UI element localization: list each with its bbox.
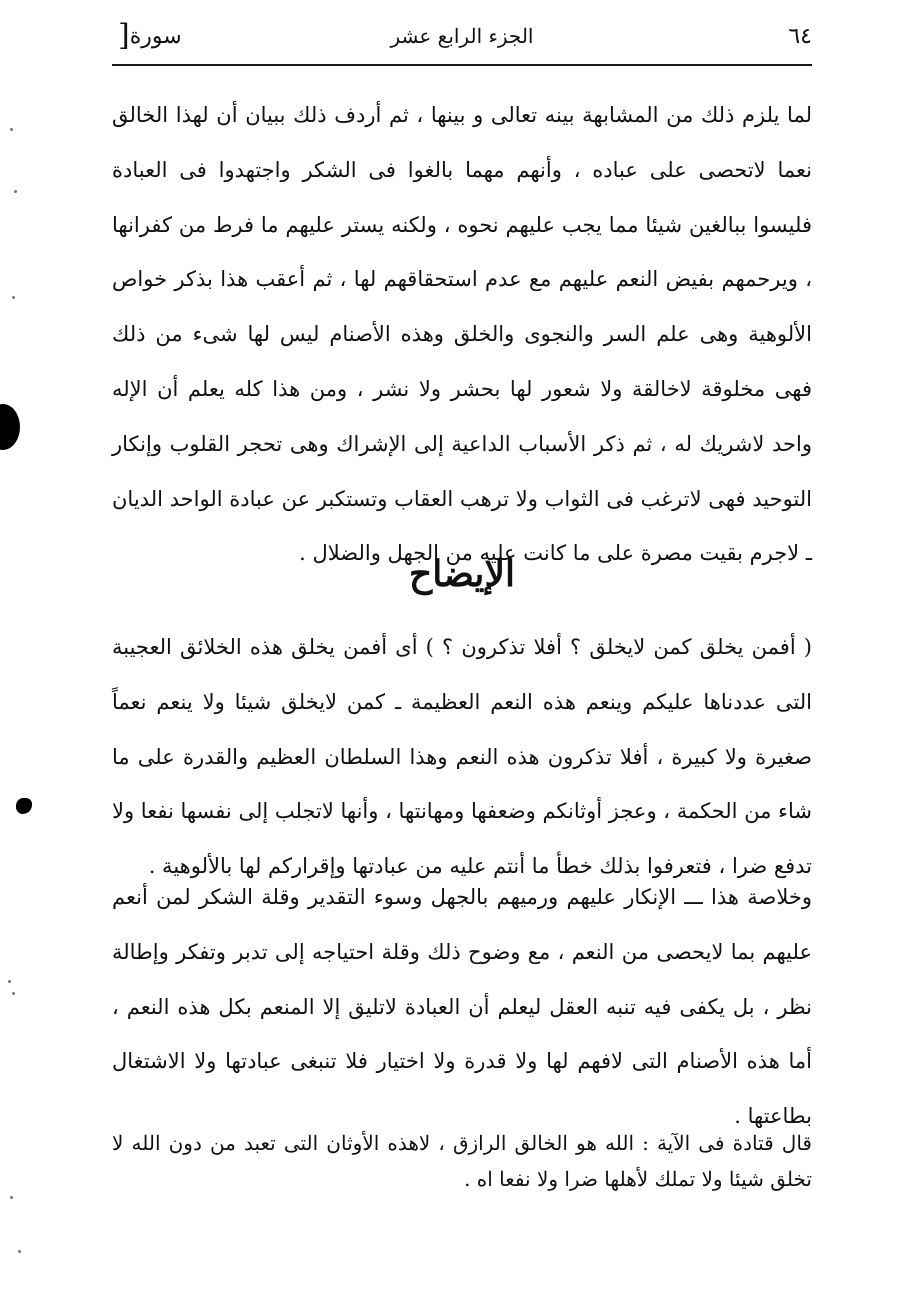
- scan-speck: [12, 992, 15, 995]
- intro-paragraph: لما يلزم ذلك من المشابهة بينه تعالى و بينها ، ثم أردف ذلك ببيان أن لهذا الخالق نعما لاتحصى على عباده ، وأنهم مهما بالغوا فى الشكر واجتهدوا فى العبادة فليسوا ببالغين شيئا مما يجب عليهم نحوه ، ولكنه يستر عليهم ما فرط من كفرانها ، ويرحمهم بفيض النعم عليهم مع عدم استحقاقهم لها ، ثم أعقب هذا بذكر خواص الألوهية وهى علم السر والنجوى والخلق وهذه الأصنام ليس لها شىء من ذلك فهى مخلوقة لاخالقة ولا شعور لها بحشر ولا نشر ، ومن هذا كله يعلم أن الإله واحد لاشريك له ، ثم ذكر الأسباب الداعية إلى الإشراك وهى تحجر القلوب وإنكار التوحيد فهى لاترغب فى الثواب ولا ترهب العقاب وتستكبر عن عبادة الواحد الديان ـ لاجرم بقيت مصرة على ما كانت عليه من الجهل والضلال .: [112, 103, 812, 566]
- scan-speck: [8, 980, 11, 983]
- running-header: [112, 20, 812, 62]
- surah-label: [112, 18, 182, 53]
- explanation-paragraph: ( أفمن يخلق كمن لايخلق ؟ أفلا تذكرون ؟ ) أى أفمن يخلق هذه الخلائق العجيبة التى عددناها عليكم وينعم هذه النعم العظيمة ـ كمن لايخلق شيئا ولا ينعم نعماً صغيرة ولا كبيرة ، أفلا تذكرون هذه النعم وهذا السلطان العظيم والقدرة على ما شاء من الحكمة ، وعجز أوثانكم وضعفها ومهانتها ، وأنها لاتجلب إلى نفسها نفعا ولا تدفع ضرا ، فتعرفوا بذلك خطأ ما أنتم عليه من عبادتها وإقراركم لها بالألوهية .: [112, 635, 812, 879]
- section-heading: الإيضاح: [409, 553, 515, 595]
- scan-speck: [10, 128, 13, 131]
- qatada-quote-paragraph: قال قتادة فى الآية : الله هو الخالق الرازق ، لاهذه الأوثان التى تعبد من دون الله لا تخلق شيئا ولا تملك لأهلها ضرا ولا نفعا اه .: [112, 1131, 812, 1191]
- scan-ink-spot: [16, 798, 32, 814]
- surah-label-text: سورة: [129, 24, 182, 49]
- scan-ink-blot: [0, 404, 20, 450]
- scan-speck: [10, 1196, 13, 1199]
- scan-speck: [12, 296, 15, 299]
- surah-bracket: [: [118, 18, 130, 53]
- header-rule: [112, 64, 812, 66]
- part-title: الجزء الرابع عشر: [390, 24, 534, 48]
- summary-paragraph: وخلاصة هذا ـــ الإنكار عليهم ورميهم بالجهل وسوء التقدير وقلة الشكر لمن أنعم عليهم بما لايحصى من النعم ، مع وضوح ذلك وقلة احتياجه إلى تدبر وتفكر وإطالة نظر ، بل يكفى فيه تنبه العقل ليعلم أن العبادة لاتليق إلا المنعم بكل هذه النعم ، أما هذه الأصنام التى لافهم لها ولا قدرة ولا اختيار فلا تنبغى عبادتها ولا الاشتغال بطاعتها .: [112, 885, 812, 1129]
- scan-speck: [18, 1250, 21, 1253]
- page-number: ٦٤: [788, 24, 812, 49]
- scan-speck: [14, 190, 17, 193]
